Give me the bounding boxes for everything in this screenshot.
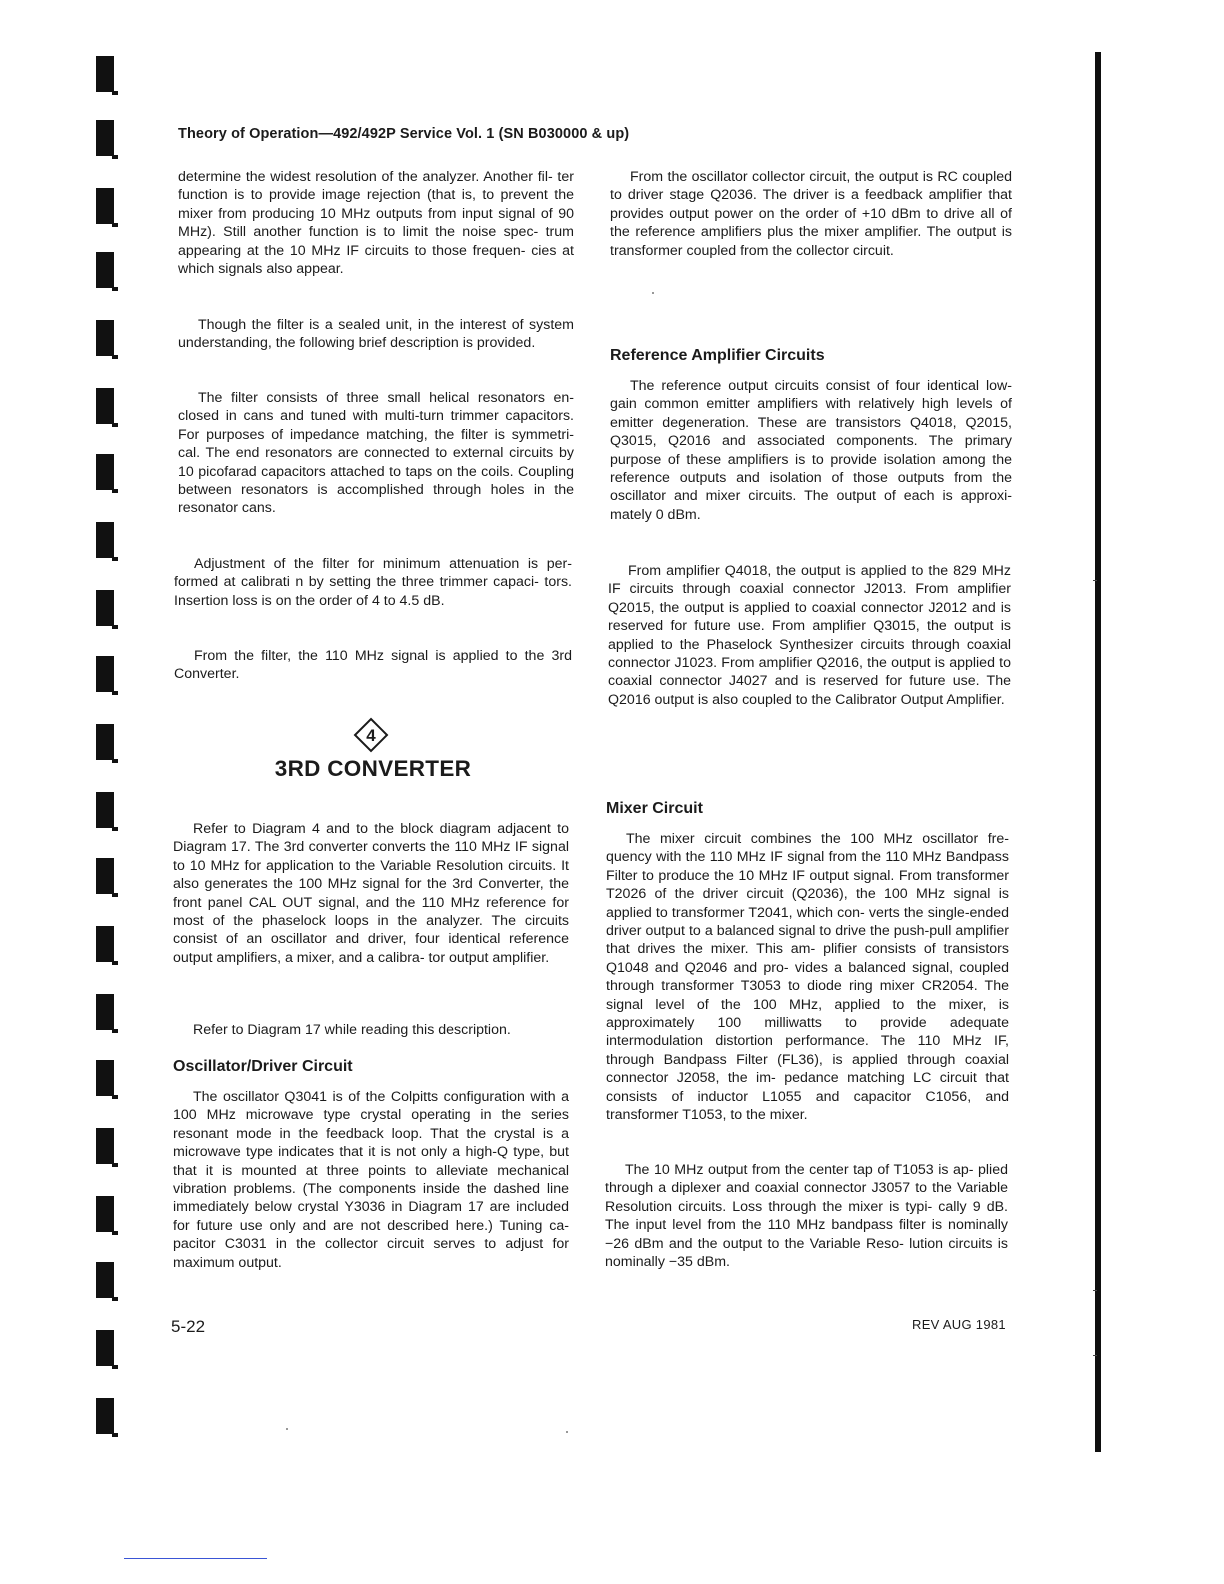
right-column: [605, 1161, 1008, 1271]
binding-mark: [96, 1128, 114, 1164]
binding-mark: [96, 1398, 114, 1434]
binding-mark: [96, 320, 114, 356]
scan-speck: [286, 1428, 288, 1430]
binding-mark: [96, 792, 114, 828]
binding-mark: [96, 56, 114, 92]
left-column: [174, 555, 572, 610]
scan-speck: [566, 1431, 568, 1433]
paragraph: The mixer circuit combines the 100 MHz oscillator fre- quency with the 110 MHz IF signal from the 110 MHz Bandpass Filter to produce the 10 MHz IF output signal. From transformer T2026 of the driver circuit (Q2036), the 100 MHz signal is applied to transformer T2041, which con- verts the single-ended driver output to a balanced signal to drive the push-pull amplifier that drives the mixer. This am- plifier consists of transistors Q1048 and Q2046 and pro- vides a balanced signal, coupled through transformer T3053 to diode ring mixer CR2054. The signal level of the 100 MHz, applied to the mixer, is approximately 100 milliwatts to provide adequate intermodulation distortion performance. The 110 MHz IF, through Bandpass Filter (FL36), is applied through coaxial connector J2058, the im- pedance matching LC circuit that consists of inductor L1055 and capacitor C1056, and transformer T1053, to the mixer.: [606, 831, 1009, 1124]
binding-mark: [96, 388, 114, 424]
paragraph: The filter consists of three small helical resonators en- closed in cans and tuned with multi-turn trimmer capacitors. For purposes of impedance matching, the filter is symmetri- cal. The end resonators are connected to external circuits by 10 picofarad capacitors attached to taps on the coils. Coupling between resonators is accomplished through holes in the resonator cans.: [178, 390, 574, 517]
binding-mark: [96, 858, 114, 894]
left-column: [173, 1058, 569, 1076]
left-column: [173, 820, 569, 967]
left-column: [178, 316, 574, 353]
paragraph: From the filter, the 110 MHz signal is applied to the 3rd Converter.: [174, 648, 572, 683]
page-edge-rule: [1095, 52, 1101, 1452]
page-number: 5-22: [171, 1317, 206, 1336]
right-column: [610, 347, 1012, 365]
scan-speck: [652, 292, 654, 294]
right-column: [606, 800, 1009, 818]
rule-tick: [1093, 1290, 1097, 1291]
link-underline: [124, 1558, 267, 1559]
left-column: [178, 389, 574, 518]
paragraph: Refer to Diagram 17 while reading this description.: [193, 1022, 511, 1038]
binding-mark: [96, 1262, 114, 1298]
left-column: [178, 168, 574, 278]
diagram-number-badge: [353, 717, 389, 753]
right-column: [610, 377, 1012, 524]
binding-mark: [96, 1330, 114, 1366]
paragraph: From amplifier Q4018, the output is applied to the 829 MHz IF circuits through coaxial connector J2013. From amplifier Q2015, the output is applied to coaxial connector J2012 and is reserved for future use. From amplifier Q3015, the output is applied to the Phaselock Synthesizer circuits through coaxial connector J1023. From amplifier Q2016, the output is applied to coaxial connector J4027 and is reserved for future use. The Q2016 output is also coupled to the Calibrator Output Amplifier.: [608, 563, 1011, 708]
paragraph: determine the widest resolution of the analyzer. Another fil- ter function is to provide image rejection (that is, to prevent the mixer from producing 10 MHz outputs from input signal of 90 MHz). Still another function is to limit the noise spec- trum appearing at the 10 MHz IF circuits to those frequen- cies at which signals also appear.: [178, 169, 574, 278]
binding-mark: [96, 926, 114, 962]
paragraph: From the oscillator collector circuit, the output is RC coupled to driver stage Q2036. The driver is a feedback amplifier that provides output power on the order of +10 dBm to drive all of the reference amplifiers plus the mixer amplifier. The output is transformer coupled from the collector circuit.: [610, 169, 1012, 259]
binding-mark: [96, 252, 114, 288]
left-column: [173, 1088, 569, 1272]
right-column: [606, 830, 1009, 1125]
paragraph: The oscillator Q3041 is of the Colpitts configuration with a 100 MHz microwave type crystal operating in the series resonant mode in the feedback loop. That the crystal is a microwave type indicates that it is not only a high-Q type, but that it is mounted at three points to alleviate mechanical vibration problems. (The components inside the dashed line immediately below crystal Y3036 in Diagram 17 are included for future use only and are not described here.) Tuning ca- pacitor C3031 in the collector circuit serves to adjust for maximum output.: [173, 1089, 569, 1271]
subsection-heading: Reference Amplifier Circuits: [610, 347, 825, 364]
binding-mark: [96, 120, 114, 156]
binding-mark: [96, 590, 114, 626]
revision-date: REV AUG 1981: [912, 1317, 1006, 1332]
left-column: [174, 647, 572, 684]
rule-tick: [1093, 1355, 1097, 1356]
binding-mark: [96, 454, 114, 490]
right-column: [608, 562, 1011, 709]
binding-mark: [96, 656, 114, 692]
diagram-number: 4: [366, 726, 376, 745]
rule-tick: [1093, 580, 1097, 581]
binding-mark: [96, 188, 114, 224]
binding-mark: [96, 522, 114, 558]
paragraph: The 10 MHz output from the center tap of T1053 is ap- plied through a diplexer and coaxial connector J3057 to the Variable Resolution circuits. Loss through the mixer is typi- cally 9 dB. The input level from the 110 MHz bandpass filter is nominally −26 dBm and the output to the Variable Reso- lution circuits is nominally −35 dBm.: [605, 1162, 1008, 1271]
binding-mark: [96, 1196, 114, 1232]
paragraph: Refer to Diagram 4 and to the block diagram adjacent to Diagram 17. The 3rd converter converts the 110 MHz IF signal to 10 MHz for application to the Variable Resolution circuits. It also generates the 100 MHz signal for the 3rd Converter, the front panel CAL OUT signal, and the 110 MHz reference for most of the phaselock loops in the analyzer. The circuits consist of an oscillator and driver, four identical reference output amplifiers, a mixer, and a calibra- tor output amplifier.: [173, 821, 569, 966]
paragraph: Adjustment of the filter for minimum attenuation is per- formed at calibrati n by setting the three trimmer capaci- tors. Insertion loss is on the order of 4 to 4.5 dB.: [174, 556, 572, 609]
paragraph: The reference output circuits consist of four identical low- gain common emitter amplifiers with relatively high levels of emitter degeneration. These are transistors Q4018, Q2015, Q3015, Q2016 and associated components. The primary purpose of these amplifiers is to provide isolation among the reference outputs and isolation of those outputs from the oscillator and mixer circuits. The output of each is approxi- mately 0 dBm.: [610, 378, 1012, 523]
subsection-heading: Oscillator/Driver Circuit: [173, 1058, 353, 1075]
binding-mark: [96, 1060, 114, 1096]
running-header: Theory of Operation—492/492P Service Vol. 1 (SN B030000 & up): [178, 126, 630, 142]
subsection-heading: Mixer Circuit: [606, 800, 703, 817]
section-title: 3RD CONVERTER: [274, 756, 472, 781]
binding-mark: [96, 724, 114, 760]
binding-mark: [96, 994, 114, 1030]
right-column: [610, 168, 1012, 260]
left-column: [173, 1021, 569, 1039]
paragraph: Though the filter is a sealed unit, in the interest of system understanding, the following brief description is provided.: [178, 317, 574, 352]
